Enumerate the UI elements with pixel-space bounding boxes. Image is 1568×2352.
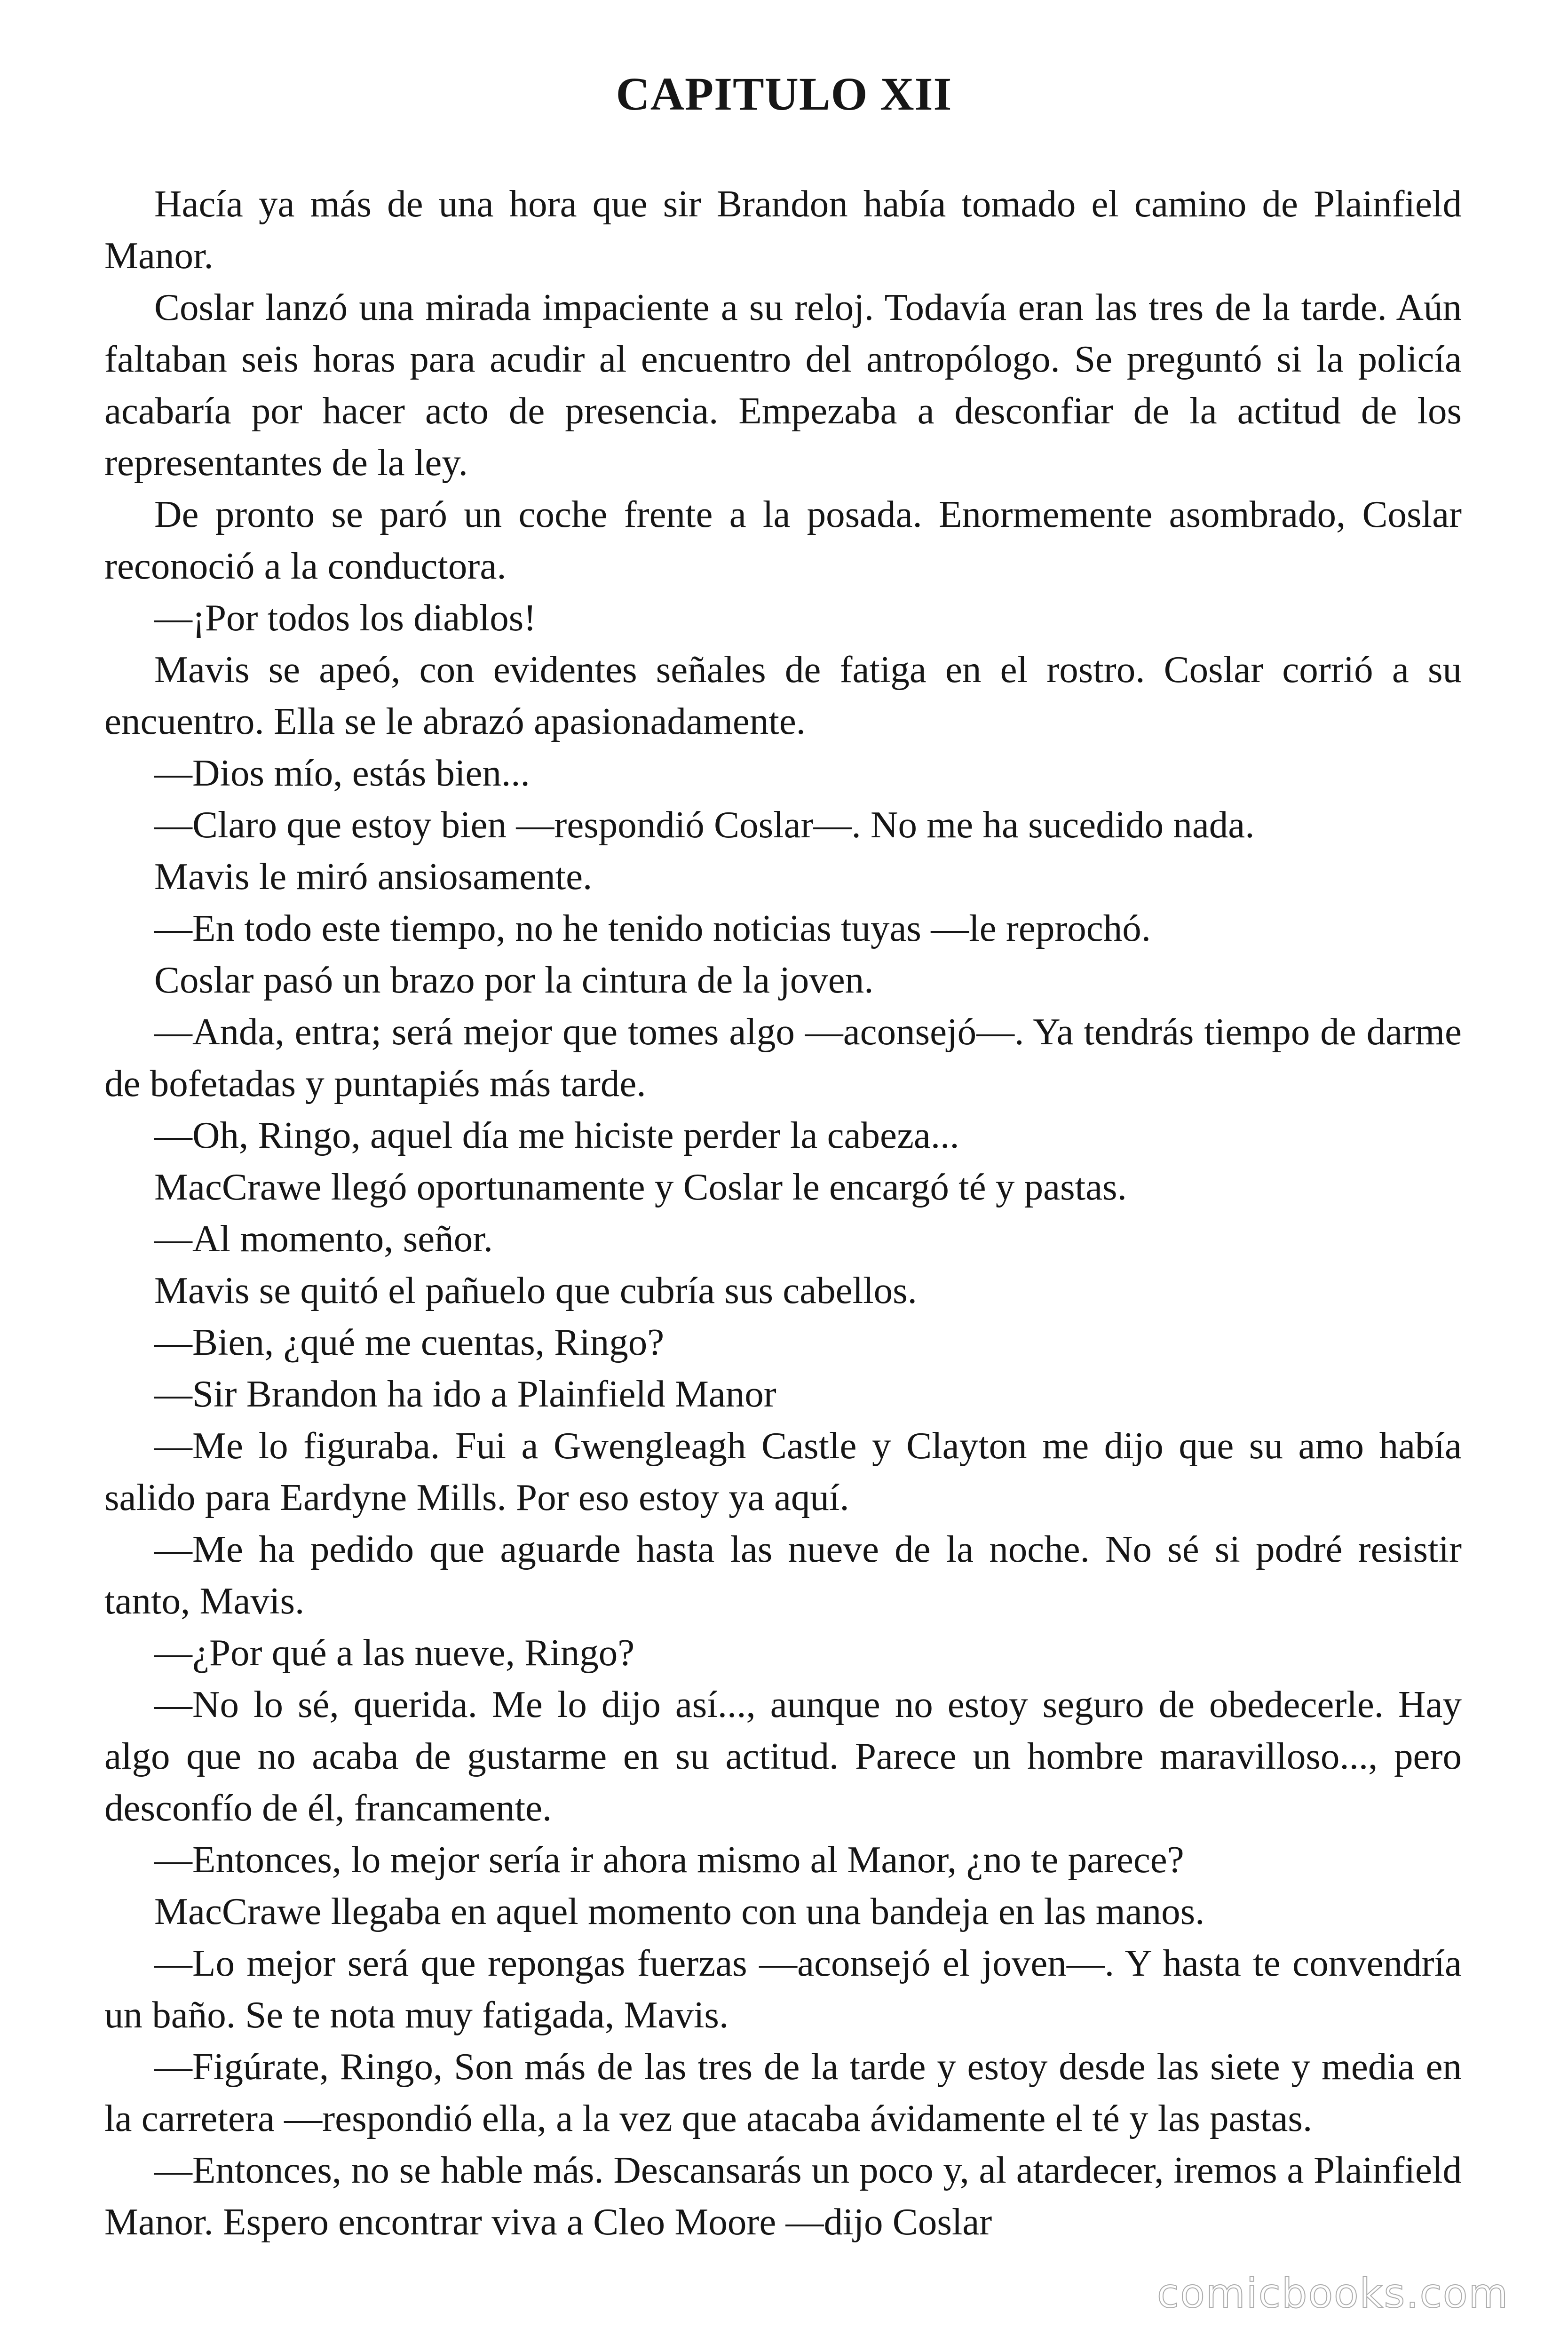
- chapter-title: CAPITULO XII: [616, 68, 952, 120]
- paragraph: MacCrawe llegaba en aquel momento con una bandeja en las manos.: [154, 1890, 1205, 1932]
- paragraph: —¿Por qué a las nueve, Ringo?: [154, 1631, 635, 1674]
- paragraph: —No lo sé, querida. Me lo dijo así..., aunque no estoy seguro de obedecerle. Hay algo que no acaba de gustarme en su actitud. Parece un hombre maravilloso..., pero desconfío de él, francamente.: [104, 1683, 1462, 1829]
- paragraph: —¡Por todos los diablos!: [154, 596, 537, 639]
- paragraph: —En todo este tiempo, no he tenido noticias tuyas —le reprochó.: [154, 907, 1151, 949]
- paragraph: —Me ha pedido que aguarde hasta las nueve de la noche. No sé si podré resistir tanto, Mavis.: [104, 1528, 1462, 1622]
- watermark: comicbooks.com: [1157, 2270, 1509, 2317]
- paragraph: —Anda, entra; será mejor que tomes algo —aconsejó—. Ya tendrás tiempo de darme de bofetadas y puntapiés más tarde.: [104, 1010, 1462, 1104]
- chapter-body: [104, 178, 1462, 2248]
- paragraph: Coslar pasó un brazo por la cintura de la joven.: [154, 959, 874, 1001]
- paragraph: Mavis le miró ansiosamente.: [154, 855, 593, 898]
- paragraph: De pronto se paró un coche frente a la posada. Enormemente asombrado, Coslar reconoció a la conductora.: [104, 493, 1462, 587]
- paragraph: —Lo mejor será que repongas fuerzas —aconsejó el joven—. Y hasta te convendría un baño. Se te nota muy fatigada, Mavis.: [104, 1942, 1462, 2036]
- paragraph: MacCrawe llegó oportunamente y Coslar le encargó té y pastas.: [154, 1166, 1127, 1208]
- paragraph: —Dios mío, estás bien...: [154, 752, 530, 794]
- paragraph: —Entonces, no se hable más. Descansarás un poco y, al atardecer, iremos a Plainfield Manor. Espero encontrar viva a Cleo Moore —dijo Coslar: [104, 2149, 1462, 2243]
- paragraph: —Al momento, señor.: [154, 1217, 493, 1260]
- paragraph: —Me lo figuraba. Fui a Gwengleagh Castle y Clayton me dijo que su amo había salido para Eardyne Mills. Por eso estoy ya aquí.: [104, 1424, 1462, 1518]
- paragraph: —Figúrate, Ringo, Son más de las tres de la tarde y estoy desde las siete y media en la carretera —respondió ella, a la vez que atacaba ávidamente el té y las pastas.: [104, 2045, 1462, 2139]
- paragraph: —Entonces, lo mejor sería ir ahora mismo al Manor, ¿no te parece?: [154, 1838, 1184, 1881]
- paragraph: Coslar lanzó una mirada impaciente a su reloj. Todavía eran las tres de la tarde. Aún faltaban seis horas para acudir al encuentro del antropólogo. Se preguntó si la policía acabaría por hacer acto de presencia. Empezaba a desconfiar de la actitud de los representantes de la ley.: [104, 286, 1462, 484]
- paragraph: Mavis se quitó el pañuelo que cubría sus cabellos.: [154, 1269, 917, 1311]
- paragraph: —Oh, Ringo, aquel día me hiciste perder la cabeza...: [154, 1114, 959, 1156]
- paragraph: Hacía ya más de una hora que sir Brandon había tomado el camino de Plainfield Manor.: [104, 183, 1462, 277]
- paragraph: —Claro que estoy bien —respondió Coslar—. No me ha sucedido nada.: [154, 803, 1255, 846]
- paragraph: Mavis se apeó, con evidentes señales de fatiga en el rostro. Coslar corrió a su encuentro. Ella se le abrazó apasionadamente.: [104, 648, 1462, 742]
- paragraph: —Sir Brandon ha ido a Plainfield Manor: [154, 1373, 776, 1415]
- paragraph: —Bien, ¿qué me cuentas, Ringo?: [154, 1321, 665, 1363]
